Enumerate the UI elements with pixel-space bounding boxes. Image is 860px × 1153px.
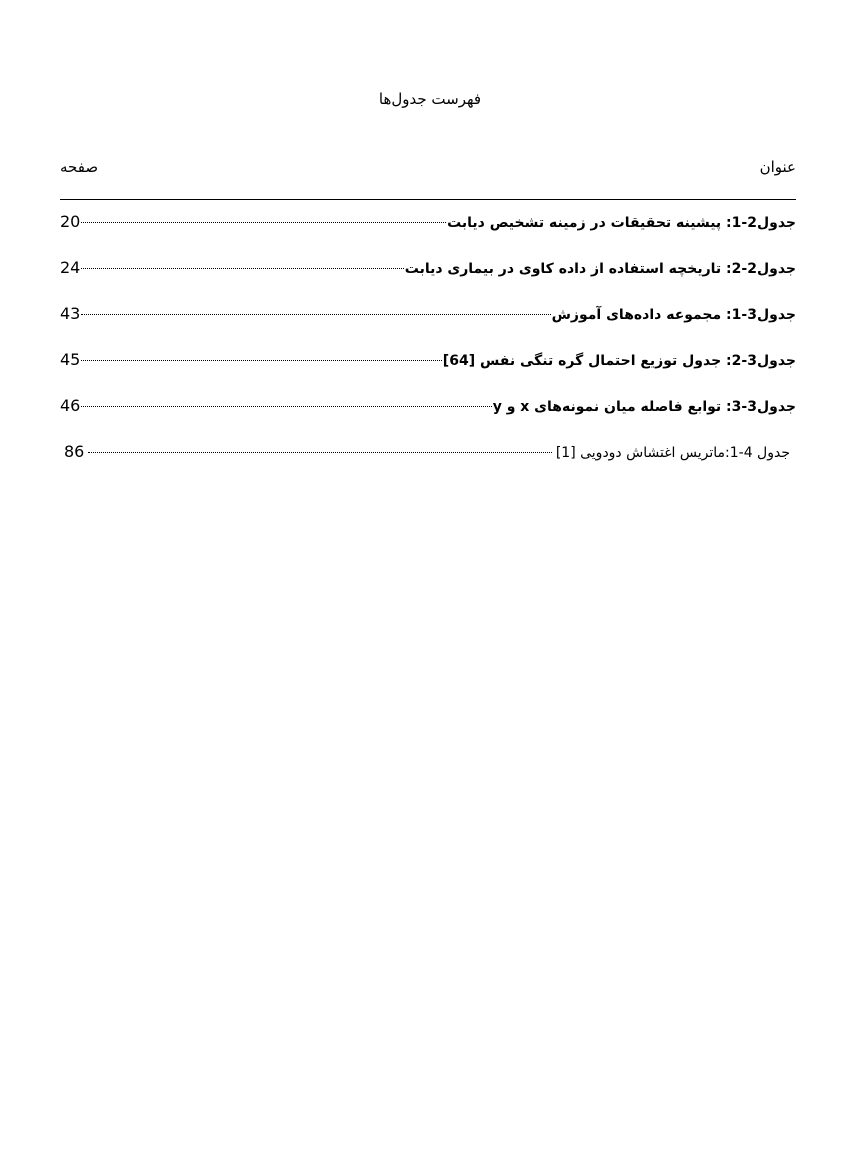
toc-entry-page: 46 (60, 396, 81, 415)
header-divider (60, 199, 796, 200)
dot-leader (88, 452, 551, 453)
dot-leader (81, 406, 491, 407)
dot-leader (81, 268, 403, 269)
toc-entry-page: 24 (60, 258, 81, 277)
toc-list (60, 212, 796, 488)
toc-entry-label: جدول3-3: توابع فاصله میان نمونه‌های x و y (492, 399, 796, 415)
toc-entry-label: جدول3-2: جدول توزیع احتمال گره تنگی نفس [64] (442, 353, 796, 369)
toc-entry[interactable] (60, 212, 796, 258)
toc-entry-page: 86 (64, 442, 85, 461)
toc-header (60, 158, 796, 182)
toc-entry[interactable] (60, 258, 796, 304)
toc-entry[interactable] (60, 350, 796, 396)
toc-entry-page: 43 (60, 304, 81, 323)
toc-entry[interactable] (60, 304, 796, 350)
dot-leader (81, 222, 446, 223)
title-column-label: عنوان (759, 158, 796, 176)
toc-entry-page: 20 (60, 212, 81, 231)
toc-entry-label: جدول3-1: مجموعه داده‌های آموزش (551, 307, 796, 323)
page-title: فهرست جدول‌ها (378, 90, 482, 108)
toc-entry-page: 45 (60, 350, 81, 369)
toc-entry-label: جدول2-2: تاریخچه استفاده از داده کاوی در بیماری دیابت (404, 261, 796, 277)
dot-leader (81, 314, 550, 315)
toc-entry-label: جدول2-1: پیشینه تحقیقات در زمینه تشخیص دیابت (447, 215, 796, 231)
toc-entry[interactable] (60, 442, 796, 488)
dot-leader (81, 360, 441, 361)
toc-entry[interactable] (60, 396, 796, 442)
page-column-label: صفحه (60, 158, 99, 176)
toc-entry-label: جدول 4-1:ماتریس اغتشاش دودویی [1] (555, 445, 790, 461)
